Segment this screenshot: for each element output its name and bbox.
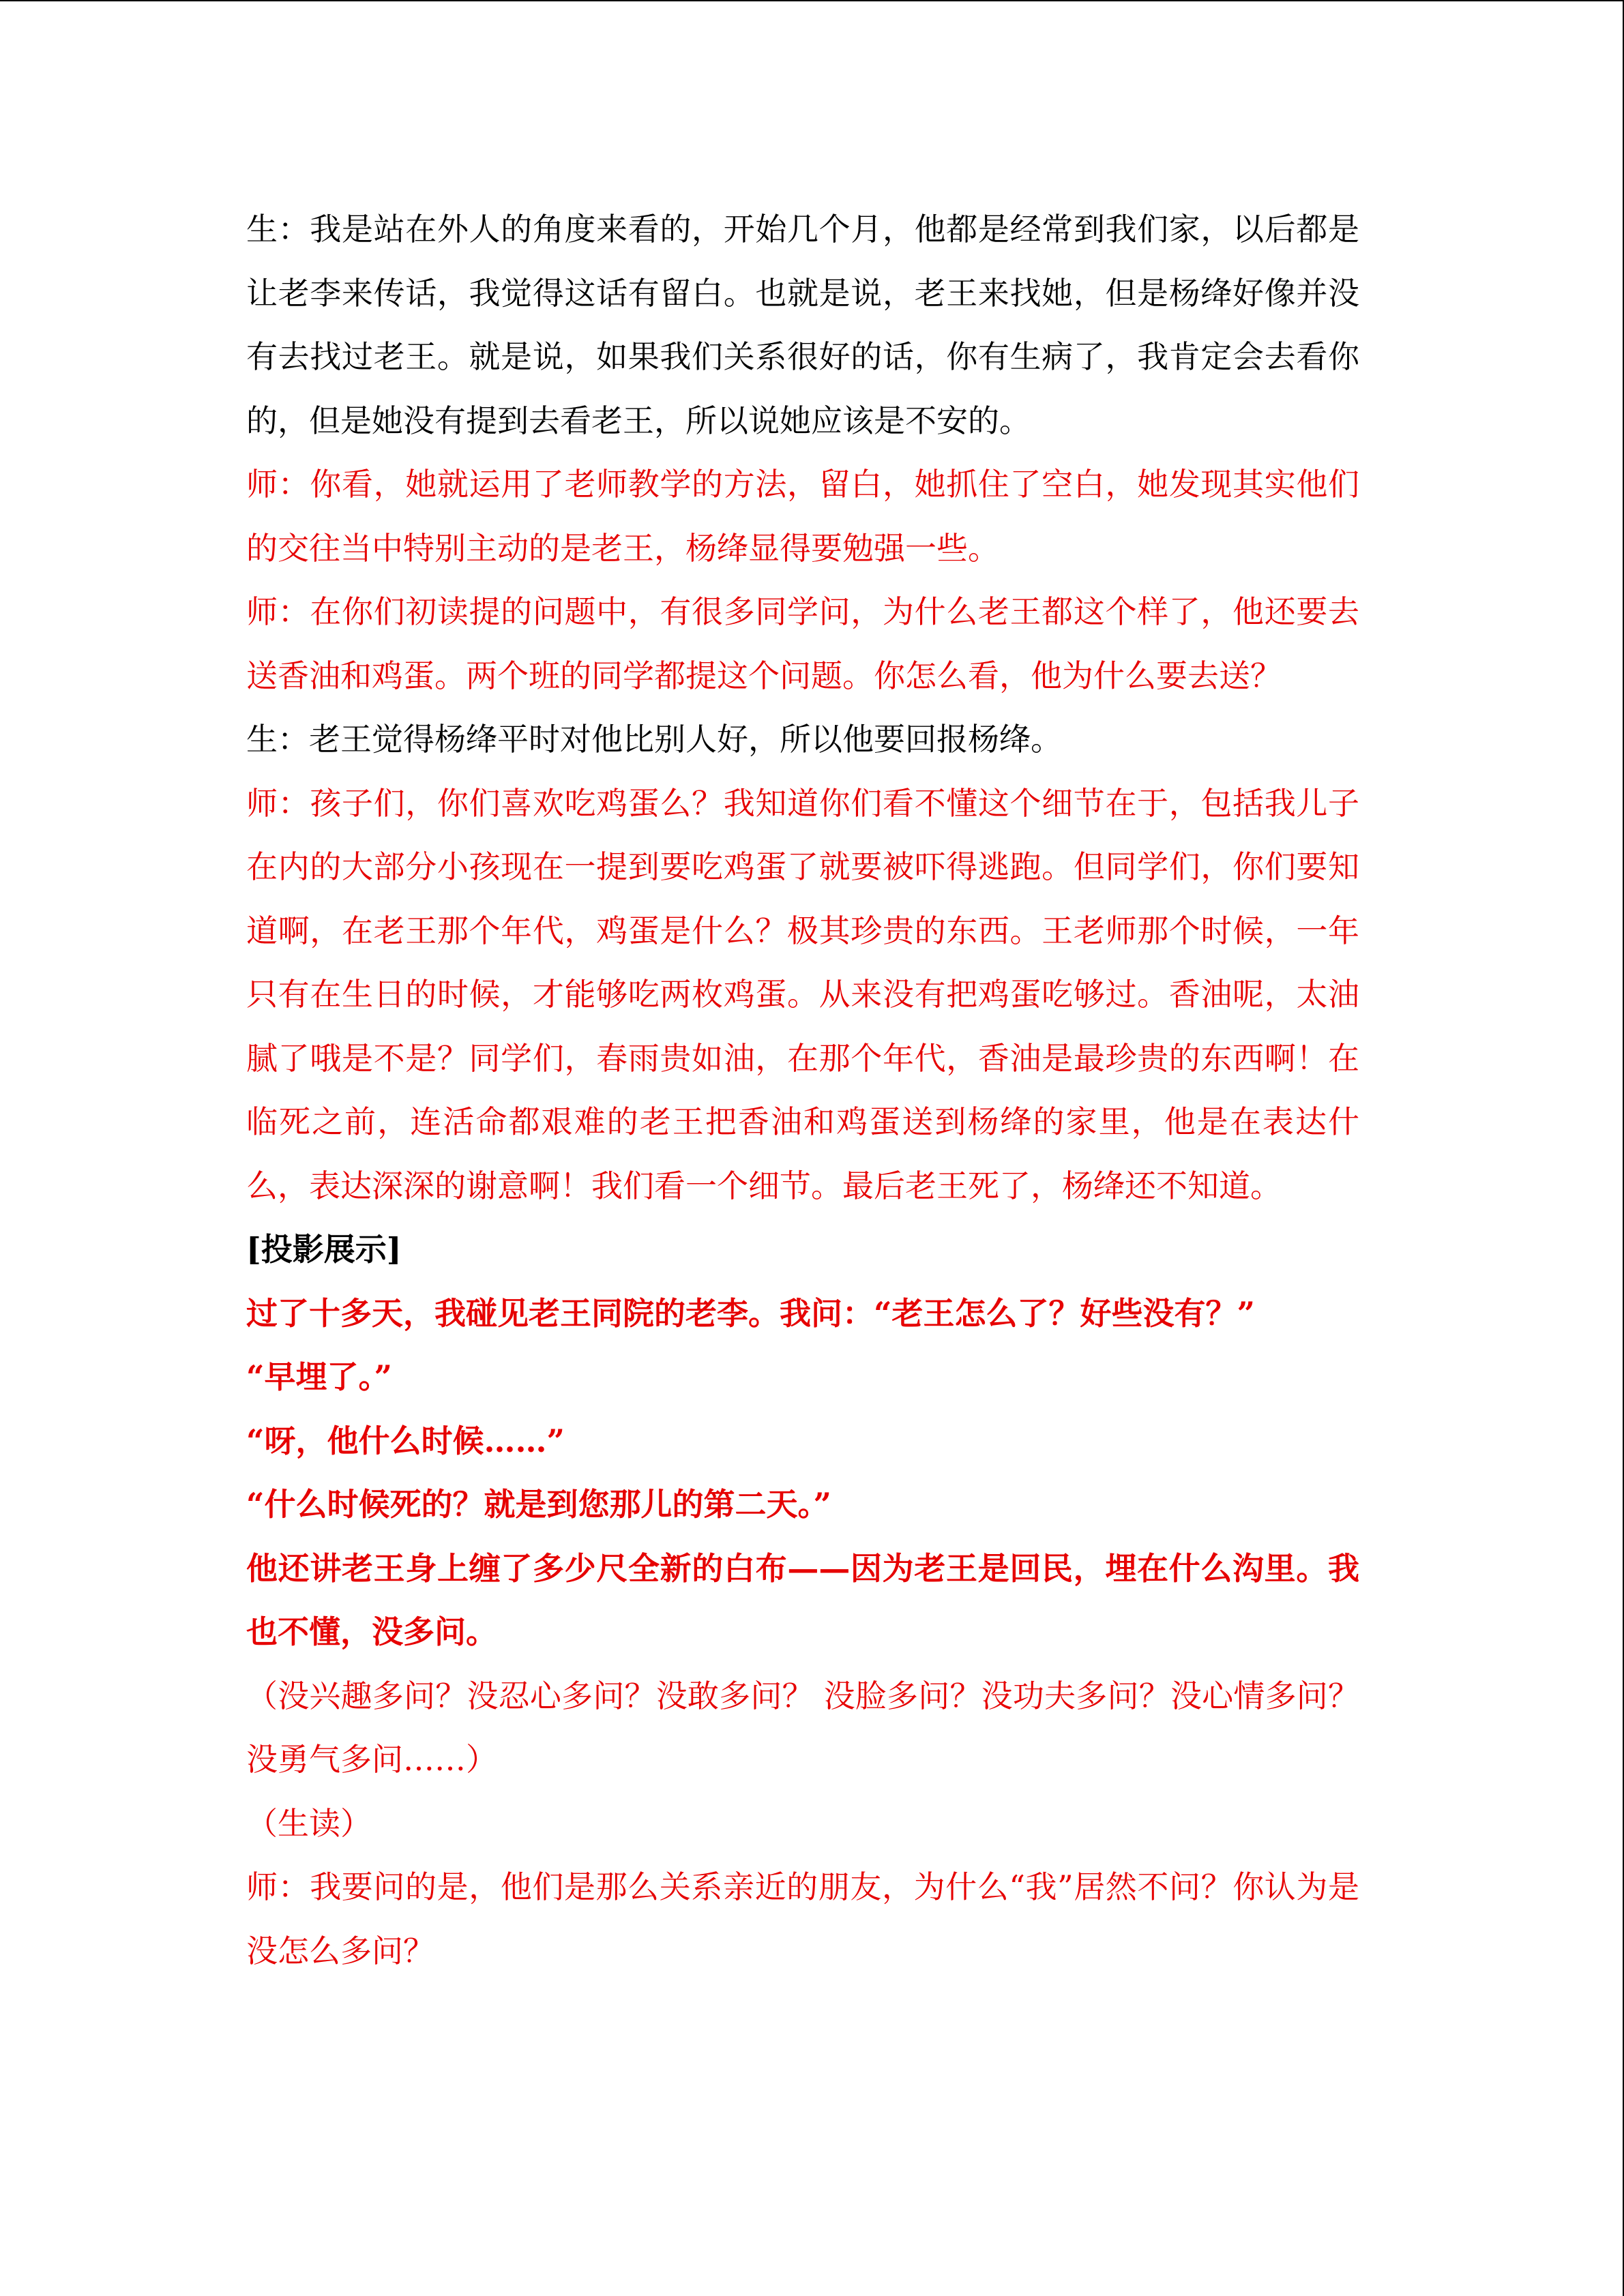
annotation-student-reads: （生读） [246, 1804, 372, 1842]
quote-line-4: “什么时候死的？就是到您那儿的第二天。” [246, 1486, 831, 1523]
projection-heading: [投影展示] [246, 1231, 402, 1268]
student-answer-1: 生：我是站在外人的角度来看的，开始几个月，他都是经常到我们家，以后都是让老李来传话，我觉得这话有留白。也就是说，老王来找她，但是杨绛好像并没有去找过老王。就是说，如果我们关系很好的话，你有生病了，我肯定会去看你的，但是她没有提到去看老王，所以说她应该是不安的。 [246, 211, 1359, 439]
teacher-question-2: 师：我要问的是，他们是那么关系亲近的朋友，为什么“我”居然不问？你认为是没怎么多问？ [246, 1868, 1359, 1969]
quote-line-2: “早埋了。” [246, 1358, 392, 1395]
quote-line-1: 过了十多天，我碰见老王同院的老李。我问：“老王怎么了？好些没有？” [246, 1294, 1255, 1332]
annotation-options: （没兴趣多问？没忍心多问？没敢多问？ 没脸多问？没功夫多问？没心情多问？没勇气多问……） [246, 1677, 1359, 1778]
teacher-comment-1: 师：你看，她就运用了老师教学的方法，留白，她抓住了空白，她发现其实他们的交往当中特别主动的是老王，杨绛显得要勉强一些。 [246, 466, 1359, 567]
document-body [246, 198, 1359, 1983]
quote-line-5: 他还讲老王身上缠了多少尺全新的白布——因为老王是回民，埋在什么沟里。我也不懂，没多问。 [246, 1549, 1359, 1650]
student-answer-2: 生：老王觉得杨绛平时对他比别人好，所以他要回报杨绛。 [246, 721, 1062, 758]
quote-line-3: “呀，他什么时候……” [246, 1422, 565, 1459]
teacher-question-1: 师：在你们初读提的问题中，有很多同学问，为什么老王都这个样了，他还要去送香油和鸡蛋。两个班的同学都提这个问题。你怎么看，他为什么要去送？ [246, 593, 1359, 694]
teacher-comment-2: 师：孩子们，你们喜欢吃鸡蛋么？我知道你们看不懂这个细节在于，包括我儿子在内的大部分小孩现在一提到要吃鸡蛋了就要被吓得逃跑。但同学们，你们要知道啊，在老王那个年代，鸡蛋是什么？极其珍贵的东西。王老师那个时候，一年只有在生日的时候，才能够吃两枚鸡蛋。从来没有把鸡蛋吃够过。香油呢，太油腻了哦是不是？同学们，春雨贵如油，在那个年代，香油是最珍贵的东西啊！在临死之前，连活命都艰难的老王把香油和鸡蛋送到杨绛的家里，他是在表达什么，表达深深的谢意啊！我们看一个细节。最后老王死了，杨绛还不知道。 [246, 784, 1359, 1204]
